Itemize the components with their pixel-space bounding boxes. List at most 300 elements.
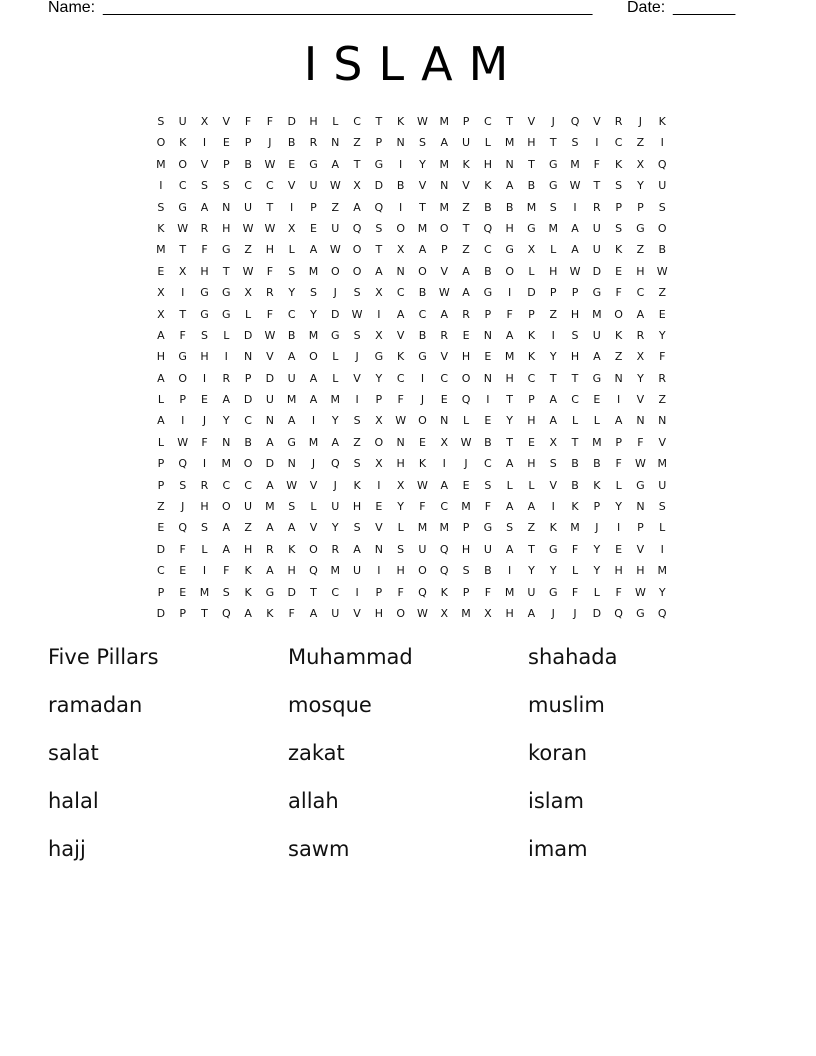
grid-letter: G — [200, 307, 209, 321]
grid-letter: K — [353, 478, 361, 492]
grid-letter: L — [593, 585, 600, 599]
grid-letter: H — [309, 115, 318, 128]
grid-letter: F — [419, 500, 426, 514]
grid-letter: N — [396, 264, 405, 278]
grid-letter: P — [571, 286, 579, 300]
grid-letter: K — [615, 157, 623, 171]
grid-row — [150, 346, 674, 367]
grid-letter: E — [593, 393, 601, 407]
grid-letter: Y — [615, 500, 622, 514]
grid-letter: C — [244, 179, 252, 193]
date-blank-line: _______ — [673, 0, 736, 16]
grid-letter: P — [440, 243, 448, 257]
grid-letter: A — [266, 478, 274, 492]
grid-letter: P — [593, 500, 601, 514]
grid-letter: R — [200, 221, 209, 235]
grid-letter: P — [615, 200, 622, 214]
grid-letter: P — [484, 307, 492, 321]
grid-letter: S — [353, 328, 361, 342]
grid-letter: N — [222, 435, 231, 449]
grid-letter: S — [571, 328, 579, 342]
grid-letter: Y — [593, 564, 601, 578]
grid-letter: S — [201, 521, 208, 535]
grid-letter: M — [592, 435, 602, 449]
grid-letter: D — [287, 115, 296, 128]
grid-row — [150, 603, 674, 624]
grid-letter: C — [244, 478, 252, 492]
grid-letter: F — [397, 585, 404, 599]
grid-letter: O — [418, 264, 427, 278]
grid-letter: A — [222, 521, 231, 535]
grid-letter: N — [636, 414, 645, 428]
grid-letter: F — [571, 542, 579, 556]
grid-letter: A — [287, 350, 296, 364]
grid-letter: C — [440, 500, 449, 514]
grid-letter: A — [440, 136, 449, 150]
grid-letter: J — [311, 457, 316, 471]
grid-row — [150, 111, 674, 132]
grid-letter: K — [157, 221, 165, 235]
grid-letter: G — [331, 328, 340, 342]
grid-letter: N — [331, 136, 340, 150]
grid-letter: H — [527, 136, 536, 150]
grid-letter: T — [549, 371, 557, 385]
grid-letter: C — [396, 286, 405, 300]
grid-letter: M — [330, 564, 341, 578]
grid-letter: I — [617, 521, 621, 535]
grid-letter: Y — [637, 179, 644, 193]
grid-letter: A — [287, 521, 296, 535]
grid-letter: U — [592, 328, 601, 342]
grid-letter: P — [222, 157, 230, 171]
grid-letter: W — [264, 157, 276, 171]
grid-letter: F — [615, 457, 622, 471]
grid-letter: K — [527, 328, 536, 342]
grid-letter: M — [308, 435, 319, 449]
grid-letter: I — [224, 350, 228, 364]
grid-letter: T — [506, 435, 514, 449]
grid-letter: V — [309, 521, 318, 535]
grid-letter: V — [658, 435, 666, 449]
grid-row — [150, 197, 674, 218]
grid-letter: Q — [657, 157, 667, 171]
grid-letter: S — [462, 564, 470, 578]
grid-letter: G — [483, 521, 493, 535]
grid-letter: G — [178, 200, 187, 214]
grid-letter: Q — [221, 606, 231, 620]
grid-letter: M — [526, 200, 537, 214]
grid-letter: M — [439, 200, 449, 214]
grid-letter: Y — [637, 371, 644, 385]
grid-letter: Q — [352, 221, 362, 235]
grid-letter: J — [573, 606, 577, 620]
grid-letter: M — [461, 500, 471, 514]
grid-letter: A — [266, 564, 274, 578]
grid-letter: I — [181, 286, 185, 300]
grid-letter: B — [484, 435, 492, 449]
grid-letter: F — [659, 350, 666, 364]
grid-letter: Z — [353, 136, 361, 150]
grid-letter: B — [244, 157, 252, 171]
grid-letter: J — [333, 478, 337, 492]
grid-letter: U — [331, 221, 340, 235]
grid-letter: C — [266, 179, 274, 193]
grid-letter: S — [353, 286, 361, 300]
grid-letter: Y — [549, 350, 557, 364]
grid-letter: E — [484, 350, 492, 364]
grid-letter: S — [658, 200, 666, 214]
grid-letter: F — [201, 243, 208, 257]
grid-letter: T — [201, 606, 208, 620]
grid-letter: K — [615, 243, 623, 257]
grid-letter: A — [527, 606, 536, 620]
grid-letter: F — [244, 115, 252, 128]
grid-letter: W — [460, 435, 472, 449]
grid-letter: O — [178, 371, 188, 385]
grid-letter: Y — [397, 500, 405, 514]
grid-letter: M — [156, 243, 166, 257]
grid-letter: E — [179, 585, 187, 599]
grid-letter: U — [353, 564, 362, 578]
grid-letter: G — [636, 221, 645, 235]
grid-letter: L — [288, 243, 295, 257]
grid-letter: R — [222, 371, 231, 385]
grid-letter: M — [330, 393, 341, 407]
grid-letter: E — [375, 500, 383, 514]
grid-letter: Z — [157, 500, 165, 514]
grid-letter: E — [157, 521, 165, 535]
grid-letter: N — [614, 371, 623, 385]
grid-letter: B — [418, 328, 427, 342]
grid-letter: H — [570, 350, 580, 364]
grid-letter: Q — [570, 115, 580, 128]
grid-letter: W — [242, 221, 254, 235]
grid-letter: W — [569, 179, 581, 193]
grid-letter: X — [549, 435, 558, 449]
grid-letter: L — [157, 393, 164, 407]
grid-letter: G — [374, 157, 384, 171]
grid-letter: M — [308, 264, 319, 278]
grid-letter: K — [658, 115, 666, 128]
grid-letter: F — [615, 286, 622, 300]
grid-letter: L — [528, 264, 535, 278]
word-bank-item: sawm — [288, 837, 350, 861]
grid-letter: L — [332, 350, 339, 364]
grid-letter: O — [418, 564, 427, 578]
grid-letter: Q — [330, 457, 340, 471]
grid-letter: I — [202, 371, 207, 385]
grid-letter: I — [202, 564, 207, 578]
grid-row — [150, 582, 674, 603]
grid-letter: X — [375, 328, 383, 342]
grid-letter: M — [439, 115, 449, 128]
grid-letter: G — [527, 221, 536, 235]
grid-letter: I — [660, 136, 664, 150]
grid-letter: E — [658, 307, 666, 321]
grid-letter: A — [200, 200, 209, 214]
grid-letter: T — [571, 435, 579, 449]
grid-letter: R — [266, 286, 274, 300]
grid-letter: I — [355, 393, 359, 407]
grid-letter: Y — [331, 521, 339, 535]
page-title: ISLAM — [303, 37, 525, 91]
grid-letter: K — [571, 500, 579, 514]
grid-letter: V — [287, 179, 296, 193]
grid-letter: C — [353, 115, 361, 128]
grid-row — [150, 325, 674, 346]
grid-letter: I — [311, 414, 316, 428]
grid-letter: K — [397, 115, 405, 128]
grid-letter: L — [397, 521, 404, 535]
grid-letter: O — [461, 371, 471, 385]
grid-letter: Z — [658, 393, 666, 407]
grid-letter: K — [179, 136, 187, 150]
grid-letter: K — [549, 521, 557, 535]
grid-letter: Y — [331, 414, 339, 428]
grid-letter: S — [353, 414, 361, 428]
grid-letter: H — [461, 542, 471, 556]
grid-letter: Y — [419, 157, 426, 171]
grid-letter: P — [462, 115, 470, 128]
grid-letter: S — [549, 200, 557, 214]
grid-row — [150, 410, 674, 431]
grid-row — [150, 239, 674, 260]
grid-letter: Y — [506, 414, 514, 428]
grid-letter: O — [374, 435, 384, 449]
grid-row — [150, 539, 674, 560]
grid-letter: S — [418, 136, 426, 150]
grid-letter: L — [593, 414, 600, 428]
grid-letter: E — [462, 328, 470, 342]
grid-row — [150, 453, 674, 474]
grid-letter: Z — [353, 435, 361, 449]
grid-letter: B — [418, 286, 427, 300]
grid-letter: P — [310, 200, 317, 214]
grid-letter: I — [202, 136, 207, 150]
grid-letter: E — [222, 136, 230, 150]
grid-letter: L — [201, 542, 208, 556]
grid-letter: F — [637, 435, 644, 449]
grid-letter: S — [201, 328, 208, 342]
grid-letter: O — [156, 136, 166, 150]
grid-letter: W — [634, 457, 646, 471]
grid-letter: I — [486, 393, 490, 407]
grid-letter: E — [615, 542, 623, 556]
grid-letter: T — [528, 157, 535, 171]
grid-letter: B — [484, 264, 492, 278]
grid-letter: J — [181, 500, 185, 514]
grid-letter: T — [462, 221, 470, 235]
grid-letter: M — [570, 521, 580, 535]
grid-letter: L — [571, 564, 579, 578]
grid-letter: H — [156, 350, 166, 364]
grid-letter: I — [551, 500, 555, 514]
grid-letter: A — [636, 307, 645, 321]
grid-letter: I — [508, 564, 512, 578]
grid-letter: G — [636, 606, 645, 620]
grid-letter: Z — [244, 243, 252, 257]
grid-letter: X — [396, 243, 405, 257]
grid-letter: J — [268, 136, 272, 150]
grid-letter: A — [505, 179, 514, 193]
grid-letter: M — [657, 564, 667, 578]
grid-letter: S — [549, 457, 557, 471]
grid-letter: S — [375, 221, 383, 235]
grid-letter: V — [353, 371, 361, 385]
grid-letter: O — [243, 457, 253, 471]
grid-letter: W — [569, 264, 581, 278]
grid-letter: U — [658, 179, 667, 193]
grid-letter: I — [399, 200, 403, 214]
grid-letter: W — [242, 264, 254, 278]
grid-letter: V — [396, 328, 405, 342]
grid-row — [150, 475, 674, 496]
grid-letter: U — [483, 542, 492, 556]
grid-letter: G — [505, 243, 514, 257]
grid-letter: F — [179, 542, 186, 556]
grid-letter: U — [265, 393, 274, 407]
grid-letter: Q — [418, 585, 427, 599]
grid-letter: X — [353, 179, 361, 193]
grid-letter: X — [527, 243, 536, 257]
grid-letter: O — [352, 264, 362, 278]
grid-letter: Y — [549, 564, 557, 578]
grid-letter: W — [286, 478, 298, 492]
grid-letter: P — [179, 393, 187, 407]
grid-letter: V — [200, 157, 209, 171]
grid-letter: X — [157, 307, 165, 321]
grid-letter: A — [157, 414, 165, 428]
grid-letter: Y — [288, 286, 296, 300]
grid-letter: C — [178, 179, 187, 193]
grid-letter: J — [551, 606, 555, 620]
grid-letter: E — [157, 264, 165, 278]
grid-letter: A — [266, 521, 274, 535]
grid-letter: P — [375, 136, 383, 150]
grid-letter: W — [329, 179, 341, 193]
grid-letter: A — [505, 542, 514, 556]
grid-letter: H — [287, 564, 296, 578]
grid-letter: B — [527, 179, 536, 193]
grid-letter: Y — [658, 585, 666, 599]
grid-letter: R — [593, 200, 601, 214]
word-bank-item: salat — [48, 741, 99, 765]
grid-letter: H — [352, 500, 362, 514]
grid-letter: U — [178, 115, 187, 128]
grid-letter: O — [439, 221, 449, 235]
grid-letter: N — [396, 136, 405, 150]
grid-letter: I — [573, 200, 577, 214]
grid-letter: N — [265, 414, 274, 428]
grid-letter: A — [505, 457, 514, 471]
grid-letter: I — [159, 179, 163, 193]
grid-letter: M — [286, 393, 297, 407]
grid-row — [150, 304, 674, 325]
grid-letter: F — [266, 264, 274, 278]
grid-letter: J — [638, 115, 643, 128]
grid-letter: A — [462, 286, 470, 300]
grid-letter: H — [200, 500, 209, 514]
grid-letter: I — [399, 157, 403, 171]
grid-letter: P — [637, 521, 644, 535]
grid-letter: G — [222, 307, 231, 321]
grid-letter: Y — [310, 307, 317, 321]
grid-letter: M — [657, 457, 667, 471]
grid-letter: F — [484, 585, 492, 599]
grid-letter: V — [549, 478, 557, 492]
grid-letter: C — [287, 307, 296, 321]
grid-letter: J — [420, 393, 425, 407]
grid-letter: O — [352, 243, 362, 257]
grid-letter: B — [571, 457, 579, 471]
grid-letter: T — [549, 136, 557, 150]
grid-letter: K — [527, 350, 536, 364]
grid-letter: I — [551, 328, 555, 342]
grid-letter: V — [309, 478, 318, 492]
grid-letter: T — [528, 542, 535, 556]
grid-letter: Y — [375, 371, 383, 385]
grid-letter: D — [243, 393, 253, 407]
grid-letter: S — [288, 500, 296, 514]
grid-letter: J — [202, 414, 207, 428]
grid-letter: U — [658, 478, 667, 492]
grid-letter: P — [462, 521, 470, 535]
word-bank-item: imam — [528, 837, 588, 861]
grid-letter: I — [202, 457, 207, 471]
grid-letter: B — [484, 200, 492, 214]
grid-letter: A — [331, 157, 340, 171]
grid-letter: S — [201, 179, 208, 193]
grid-letter: F — [484, 500, 492, 514]
grid-letter: A — [353, 200, 361, 214]
grid-letter: E — [462, 478, 470, 492]
grid-letter: L — [157, 435, 164, 449]
grid-letter: W — [329, 243, 341, 257]
grid-letter: H — [265, 243, 275, 257]
word-bank — [48, 640, 768, 880]
grid-letter: T — [353, 157, 361, 171]
grid-letter: Q — [178, 521, 188, 535]
grid-letter: K — [440, 585, 448, 599]
grid-letter: N — [243, 350, 253, 364]
grid-letter: K — [397, 350, 405, 364]
grid-letter: E — [615, 264, 623, 278]
grid-letter: S — [484, 478, 492, 492]
grid-letter: X — [375, 286, 383, 300]
grid-letter: P — [462, 585, 470, 599]
grid-letter: G — [548, 542, 558, 556]
grid-letter: X — [484, 606, 492, 620]
grid-letter: T — [310, 585, 317, 599]
grid-letter: I — [595, 136, 599, 150]
grid-letter: Q — [439, 564, 449, 578]
grid-letter: O — [657, 221, 667, 235]
grid-letter: K — [288, 542, 296, 556]
grid-letter: H — [505, 606, 514, 620]
grid-letter: A — [331, 435, 340, 449]
grid-letter: N — [440, 179, 449, 193]
grid-letter: A — [593, 350, 601, 364]
grid-letter: R — [309, 136, 318, 150]
grid-letter: D — [287, 585, 296, 599]
grid-letter: Q — [439, 542, 449, 556]
grid-letter: A — [549, 414, 557, 428]
grid-letter: D — [527, 286, 536, 300]
grid-letter: Z — [462, 200, 470, 214]
grid-letter: H — [527, 414, 536, 428]
grid-letter: Z — [658, 286, 666, 300]
grid-letter: Y — [593, 542, 601, 556]
